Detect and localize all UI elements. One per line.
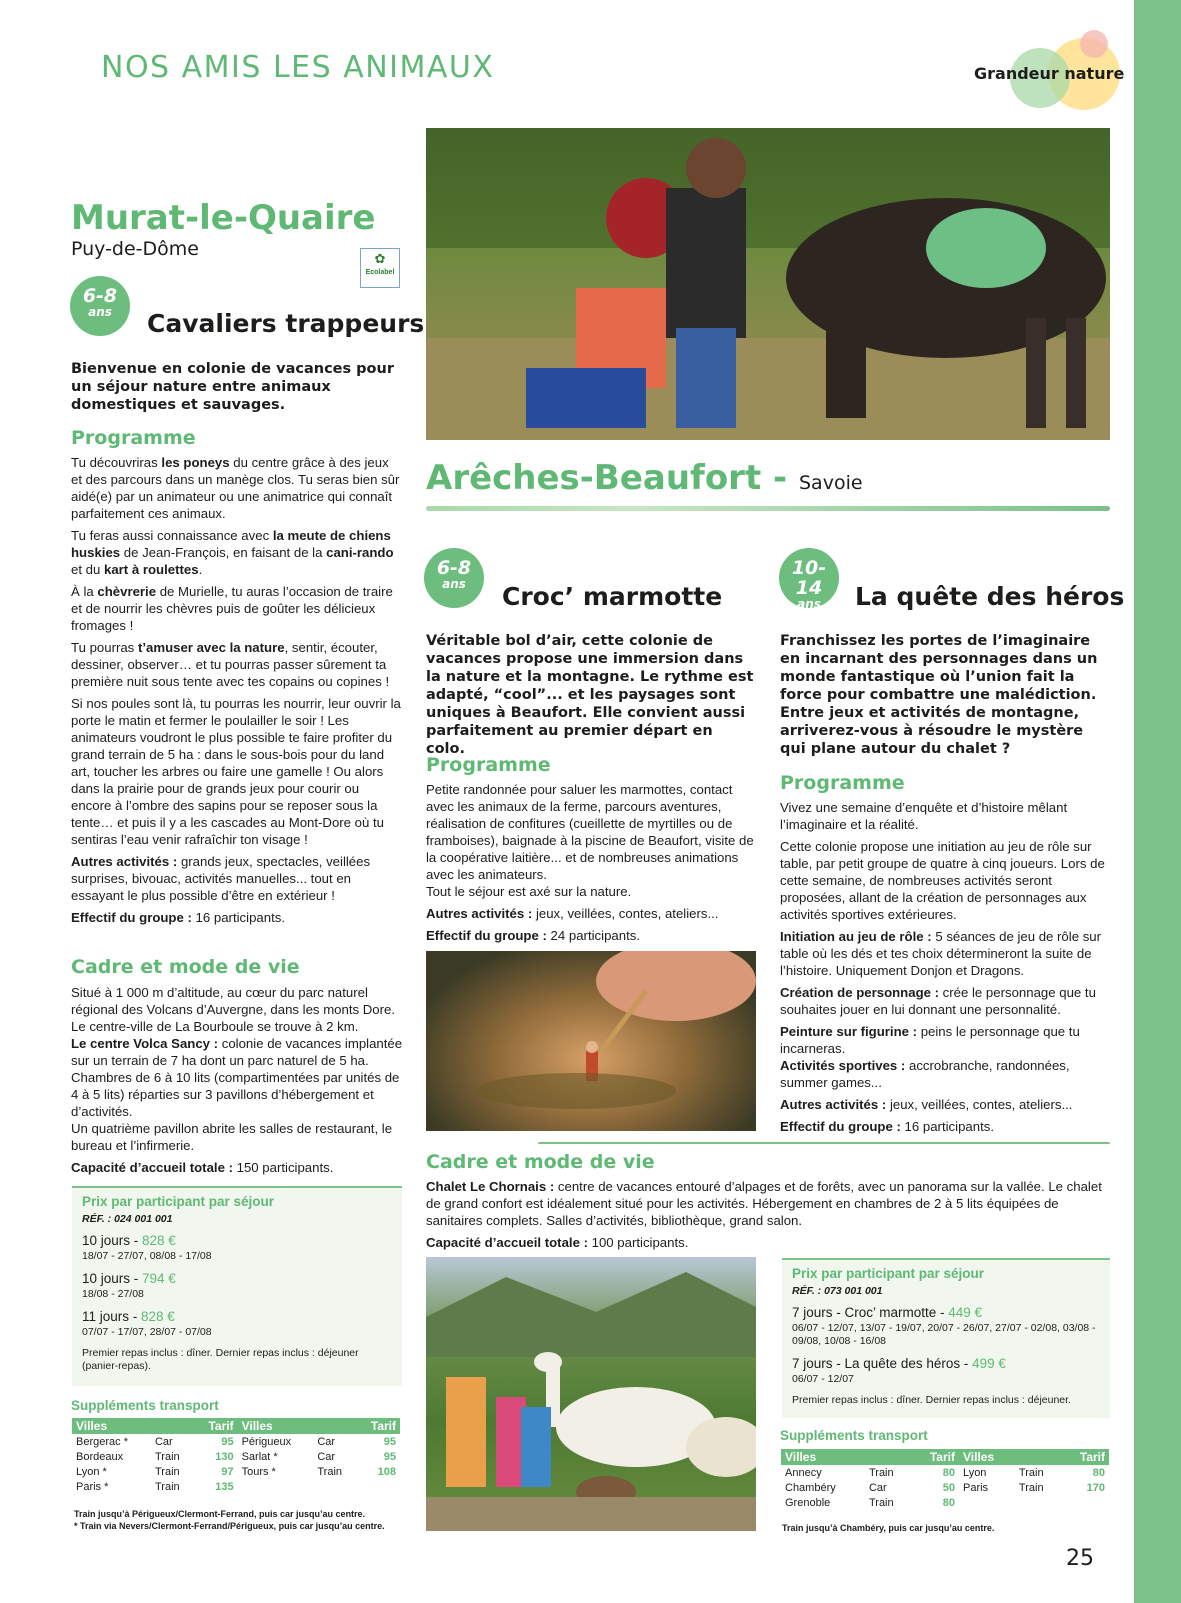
cadre-heading: Cadre et mode de vie [426,1151,655,1173]
price-heading: Prix par participant par séjour [792,1266,985,1281]
transport-heading: Suppléments transport [780,1428,928,1443]
table-row: Paris * Train 135 [76,1480,234,1493]
transport-table: Villes Tarif Villes Tarif Annecy Train 80 Lyon Train 80 Chambéry Car 50 Paris Train 170 Grenoble Train 80 [781,1449,1109,1510]
cadre-text: Chalet Le Chornais : centre de vacances entouré d’alpages et de forêts, avec un panorama sur la vallée. Le chalet de grand confort est idéalement situé pour les activités. Hébergement en chambres de 2 à 5 lits équipées de sanitaires complets. Salles d’activités, bibliothèque, grand salon. Capacité d’accueil totale : 100 participants. [426,1179,1102,1250]
price-box [782,1258,1110,1418]
reference: RÉF. : 073 001 001 [792,1285,883,1297]
figurine-painting-photo [426,951,756,1131]
stay-title: Croc’ marmotte [502,582,723,611]
price-item: 10 jours - 794 € 18/08 - 27/08 [82,1271,176,1300]
riding-photo-art [426,128,1110,440]
age-badge: 6-8 ans [70,276,130,336]
ecolabel-logo: ✿ Ecolabel [360,248,400,288]
stay-intro: Franchissez les portes de l’imaginaire en incarnant des personnages dans un monde fantastique où l’union fait la force pour combattre une malédiction. Entre jeux et activités de montagne, arriverez-vous à résoudre le mystère qui plane autour du chalet ? [780,633,1098,757]
section-divider [538,1142,1110,1144]
meals-note: Premier repas inclus : dîner. Dernier repas inclus : déjeuner (panier-repas). [82,1347,359,1372]
place-title: Murat-le-Quaire [71,198,376,238]
stay-title: La quête des héros [855,582,1125,611]
table-row: Grenoble Train 80 [785,1496,955,1509]
programme-heading: Programme [71,427,196,449]
age-badge: 6-8 ans [424,548,484,608]
reference: RÉF. : 024 001 001 [82,1213,173,1225]
table-row: Bordeaux Train 130 Sarlat * Car 95 [76,1450,396,1463]
place-region: Puy-de-Dôme [71,238,199,260]
stay-intro: Véritable bol d’air, cette colonie de vacances propose une immersion dans la nature et la montagne. Le rythme est adapté, “cool”... et les paysages sont uniques à Beaufort. Elle convient aussi parfaitement au premier départ en colo. [426,633,754,757]
table-row: Chambéry Car 50 Paris Train 170 [785,1481,1105,1494]
transport-footnote: Train jusqu’à Chambéry, puis car jusqu’au centre. [782,1523,995,1533]
page-edge-band [1134,0,1181,1603]
badge-label: Grandeur nature [974,64,1125,83]
age-badge: 10-14 ans [779,548,839,608]
section-title: NOS AMIS LES ANIMAUX [101,50,495,85]
title-divider [426,506,1110,511]
price-heading: Prix par participant par séjour [82,1194,275,1209]
figurine-photo-art [426,951,756,1131]
meals-note: Premier repas inclus : dîner. Dernier repas inclus : déjeuner. [792,1394,1071,1406]
programme-heading: Programme [780,772,905,794]
table-row: Bergerac * Car 95 Périgueux Car 95 [76,1435,396,1448]
price-item: 7 jours - Croc’ marmotte - 449 € 06/07 - 12/07, 13/07 - 19/07, 20/07 - 26/07, 27/07 - 02/08, 03/08 - 09/08, 10/08 - 16/08 [792,1305,1096,1347]
place-title-areches: Arêches-Beaufort - Savoie [426,458,863,498]
programme-text: Vivez une semaine d’enquête et d’histoire mêlant l’imaginaire et la réalité. Cette colonie propose une initiation au jeu de rôle sur table, par petit groupe de quatre à cinq joueurs. Lors de cette semaine, de nombreuses activités seront proposées, allant de la création de personnages aux activités sportives extérieures. Initiation au jeu de rôle : 5 séances de jeu de rôle sur table où les dés et tes choix détermineront la suite de l’histoire. Uniquement Donjon et Dragons. Création de personnage : crée le personnage que tu souhaites jouer en lui donnant une personnalité. Peinture sur figurine : peins le personnage que tu incarneras. Activités sportives : accrobranche, randonnées, summer games... Autres activités : jeux, veillées, contes, ateliers... Effectif du groupe : 16 participants. [780,800,1105,1134]
llama-photo [426,1257,756,1531]
price-box [72,1186,402,1386]
llama-photo-art [426,1257,756,1531]
stay-title: Cavaliers trappeurs [147,309,425,338]
flower-icon: ✿ [374,251,386,266]
programme-text: Tu découvriras les poneys du centre grâce à des jeux et des parcours dans un manège clos. Tu seras bien sûr aidé(e) par un animateur ou une animatrice qui connaît parfaitement ces animaux. Tu feras aussi connaissance avec la meute de chiens huskies de Jean-François, en faisant de la cani-rando et du kart à roulettes. À la chèvrerie de Murielle, tu auras l’occasion de traire et de nourrir les chèvres puis de goûter les délicieux fromages ! Tu pourras t’amuser avec la nature, sentir, écouter, dessiner, observer… et tu pourras passer sûrement ta première nuit sous tente avec tes copains ou copines ! Si nos poules sont là, tu pourras les nourrir, leur ouvrir la porte le matin et fermer le poulailler le soir ! Les animateurs voudront le plus possible te faire profiter du grand terrain de 5 ha : dans le sous-bois pour du land art, toucher les arbres ou faire une gamelle ! Ou alors dans la prairie pour de grands jeux pour courir ou encore à l’ombre des sapins pour se reposer sous la tente… et puis il y a les cascades au Mont-Dore où tu sentiras l’eau venir rafraîchir ton visage ! Autres activités : grands jeux, spectacles, veillées surprises, bivouac, activités manuelles... tout en essayant le plus possible d’être en extérieur ! Effectif du groupe : 16 participants. [71,455,401,925]
programme-heading: Programme [426,754,551,776]
category-badge [974,30,1135,110]
price-item: 7 jours - La quête des héros - 499 € 06/07 - 12/07 [792,1356,1006,1385]
transport-heading: Suppléments transport [71,1398,219,1413]
stay-intro: Bienvenue en colonie de vacances pour un séjour nature entre animaux domestiques et sauvages. [71,361,394,413]
badge-circle-pink [1080,30,1108,58]
table-row: Annecy Train 80 Lyon Train 80 [785,1466,1105,1479]
price-item: 11 jours - 828 € 07/07 - 17/07, 28/07 - 07/08 [82,1309,212,1338]
transport-footnotes: Train jusqu’à Périgueux/Clermont-Ferrand, puis car jusqu’au centre. * Train via Nevers/Clermont-Ferrand/Périgueux, puis car jusqu’au centre. [74,1509,385,1531]
page-number: 25 [1066,1546,1094,1571]
price-item: 10 jours - 828 € 18/07 - 27/07, 08/08 - 17/08 [82,1233,212,1262]
table-row: Lyon * Train 97 Tours * Train 108 [76,1465,396,1478]
transport-table: Villes Tarif Villes Tarif Bergerac * Car 95 Périgueux Car 95 Bordeaux Train 130 Sarlat * Car 95 Lyon * Train 97 Tours * Train 108 Paris * Train 135 [72,1418,400,1494]
riding-photo [426,128,1110,440]
programme-text: Petite randonnée pour saluer les marmottes, contact avec les animaux de la ferme, parcours aventures, réalisation de confitures (cueillette de myrtilles ou de framboises), baignade à la piscine de Beaufort, visite de la coopérative laitière... et de nombreuses animations avec les animateurs. Tout le séjour est axé sur la nature. Autres activités : jeux, veillées, contes, ateliers... Effectif du groupe : 24 participants. [426,782,754,943]
cadre-text: Situé à 1 000 m d’altitude, au cœur du parc naturel régional des Volcans d’Auvergne, dans les monts Dore. Le centre-ville de La Bourboule se trouve à 2 km. Le centre Volca Sancy : colonie de vacances implantée sur un terrain de 7 ha dont un parc naturel de 5 ha. Chambres de 6 à 10 lits (compartimentées par unités de 4 à 5 lits) réparties sur 3 pavillons d’hébergement et d’activités. Un quatrième pavillon abrite les salles de restaurant, le bureau et l’infirmerie. Capacité d’accueil totale : 150 participants. [71,985,403,1175]
cadre-heading: Cadre et mode de vie [71,956,300,978]
